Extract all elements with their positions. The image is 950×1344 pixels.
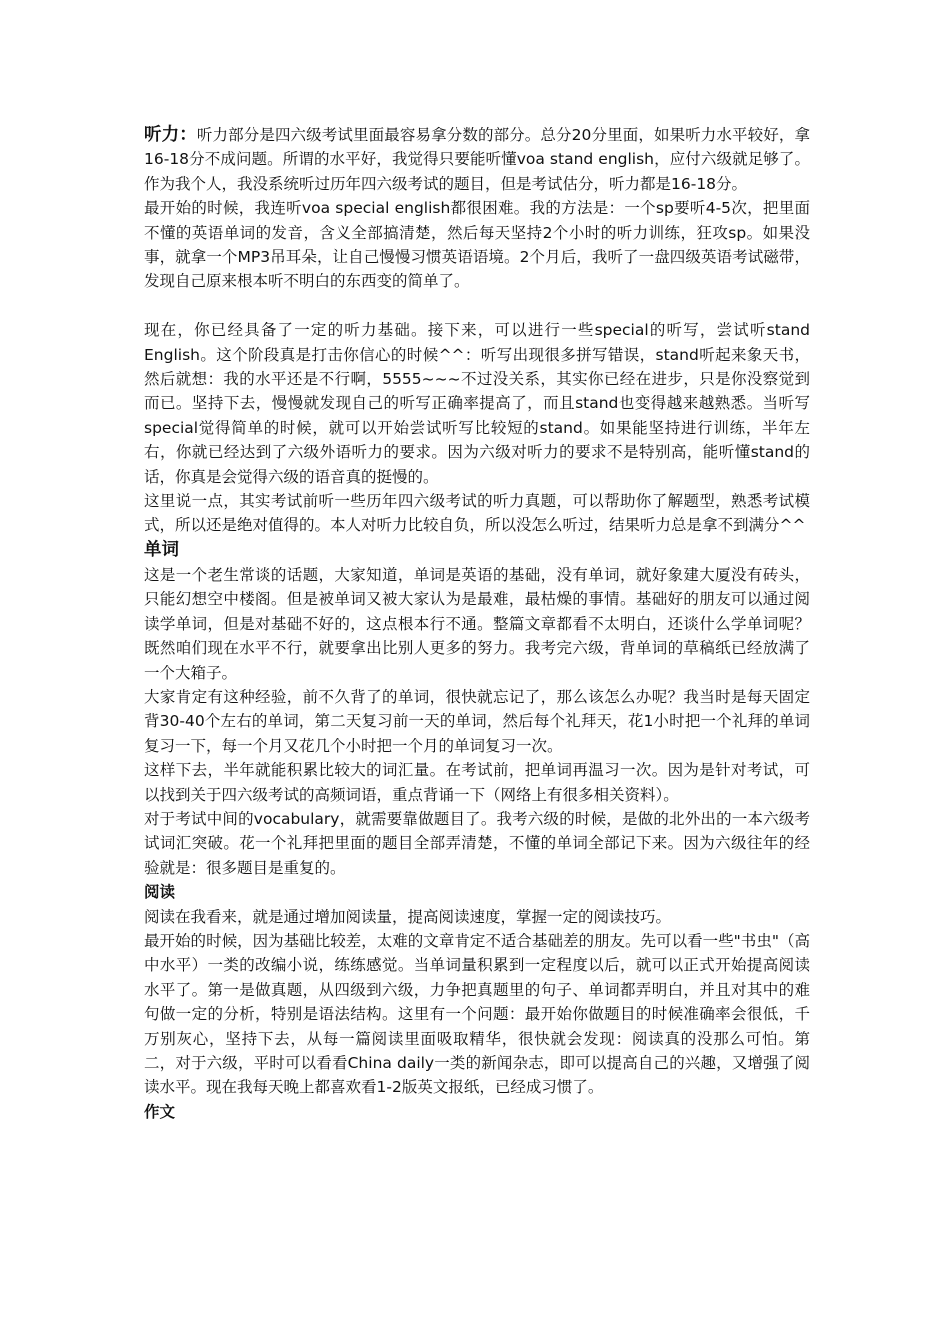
vocabulary-paragraph-3: 这样下去，半年就能积累比较大的词汇量。在考试前，把单词再温习一次。因为是针对考试，可以找到关于四六级考试的高频词语，重点背诵一下（网络上有很多相关资料）。 xyxy=(144,761,810,804)
vocabulary-paragraph-4: 对于考试中间的vocabulary，就需要靠做题目了。我考六级的时候，是做的北外出的一本六级考试词汇突破。花一个礼拜把里面的题目全部弄清楚，不懂的单词全部记下来。因为六级往年的经验就是：很多题目是重复的。 xyxy=(144,809,810,877)
vocabulary-heading: 单词 xyxy=(144,539,179,560)
blank-line xyxy=(144,294,810,318)
listening-paragraph-2: 最开始的时候，我连听voa special english都很困难。我的方法是：一个sp要听4-5次，把里面不懂的英语单词的发音，含义全部搞清楚，然后每天坚持2个小时的听力训练，狂攻sp。如果没事，就拿一个MP3吊耳朵，让自己慢慢习惯英语语境。2个月后，我听了一盘四级英语考试磁带，发现自己原来根本听不明白的东西变的简单了。 xyxy=(144,199,810,291)
vocabulary-paragraph-2: 大家肯定有这种经验，前不久背了的单词，很快就忘记了，那么该怎么办呢？我当时是每天固定背30-40个左右的单词，第二天复习前一天的单词，然后每个礼拜天，花1小时把一个礼拜的单词复习一下，每一个月又花几个小时把一个月的单词复习一次。 xyxy=(144,687,810,755)
listening-text-1: 听力部分是四六级考试里面最容易拿分数的部分。总分20分里面，如果听力水平较好，拿16-18分不成问题。所谓的水平好，我觉得只要能听懂voa stand english，应付六级就足够了。作为我个人，我没系统听过历年四六级考试的题目，但是考试估分，听力都是16-18分。 xyxy=(144,126,811,193)
listening-heading: 听力： xyxy=(144,125,197,145)
listening-paragraph-3: 现在，你已经具备了一定的听力基础。接下来，可以进行一些special的听写，尝试听stand English。这个阶段真是打击你信心的时候^^：听写出现很多拼写错误，stand听起来象天书，然后就想：我的水平还是不行啊，5555~~~不过没关系，其实你已经在进步，只是你没察觉到而已。坚持下去，慢慢就发现自己的听写正确率提高了，而且stand也变得越来越熟悉。当听写special觉得简单的时候，就可以开始尝试听写比较短的stand。如果能坚持进行训练，半年左右，你就已经达到了六级外语听力的要求。因为六级对听力的要求不是特别高，能听懂stand的话，你真是会觉得六级的语音真的挺慢的。 xyxy=(144,321,810,486)
writing-heading: 作文 xyxy=(144,1102,176,1121)
vocabulary-paragraph-1: 这是一个老生常谈的话题，大家知道，单词是英语的基础，没有单词，就好象建大厦没有砖头，只能幻想空中楼阁。但是被单词又被大家认为是最难，最枯燥的事情。基础好的朋友可以通过阅读学单词，但是对基础不好的，这点根本行不通。整篇文章都看不太明白，还谈什么学单词呢？既然咱们现在水平不行，就要拿出比别人更多的努力。我考完六级，背单词的草稿纸已经放满了一个大箱子。 xyxy=(144,565,810,682)
listening-paragraph-1 xyxy=(144,123,810,196)
document-body xyxy=(144,123,810,1124)
reading-paragraph-1: 阅读在我看来，就是通过增加阅读量，提高阅读速度，掌握一定的阅读技巧。 xyxy=(144,907,672,926)
reading-paragraph-2: 最开始的时候，因为基础比较差，太难的文章肯定不适合基础差的朋友。先可以看一些"书虫"（高中水平）一类的改编小说，练练感觉。当单词量积累到一定程度以后，就可以正式开始提高阅读水平了。第一是做真题，从四级到六级，力争把真题里的句子、单词都弄明白，并且对其中的难句做一定的分析，特别是语法结构。这里有一个问题：最开始你做题目的时候准确率会很低，千万别灰心，坚持下去，从每一篇阅读里面吸取精华，很快就会发现：阅读真的没那么可怕。第二，对于六级，平时可以看看China daily一类的新闻杂志，即可以提高自己的兴趣，又增强了阅读水平。现在我每天晚上都喜欢看1-2版英文报纸，已经成习惯了。 xyxy=(144,931,810,1097)
reading-heading: 阅读 xyxy=(144,883,176,902)
listening-paragraph-4: 这里说一点，其实考试前听一些历年四六级考试的听力真题，可以帮助你了解题型，熟悉考试模式，所以还是绝对值得的。本人对听力比较自负，所以没怎么听过，结果听力总是拿不到满分^^ xyxy=(144,492,810,535)
